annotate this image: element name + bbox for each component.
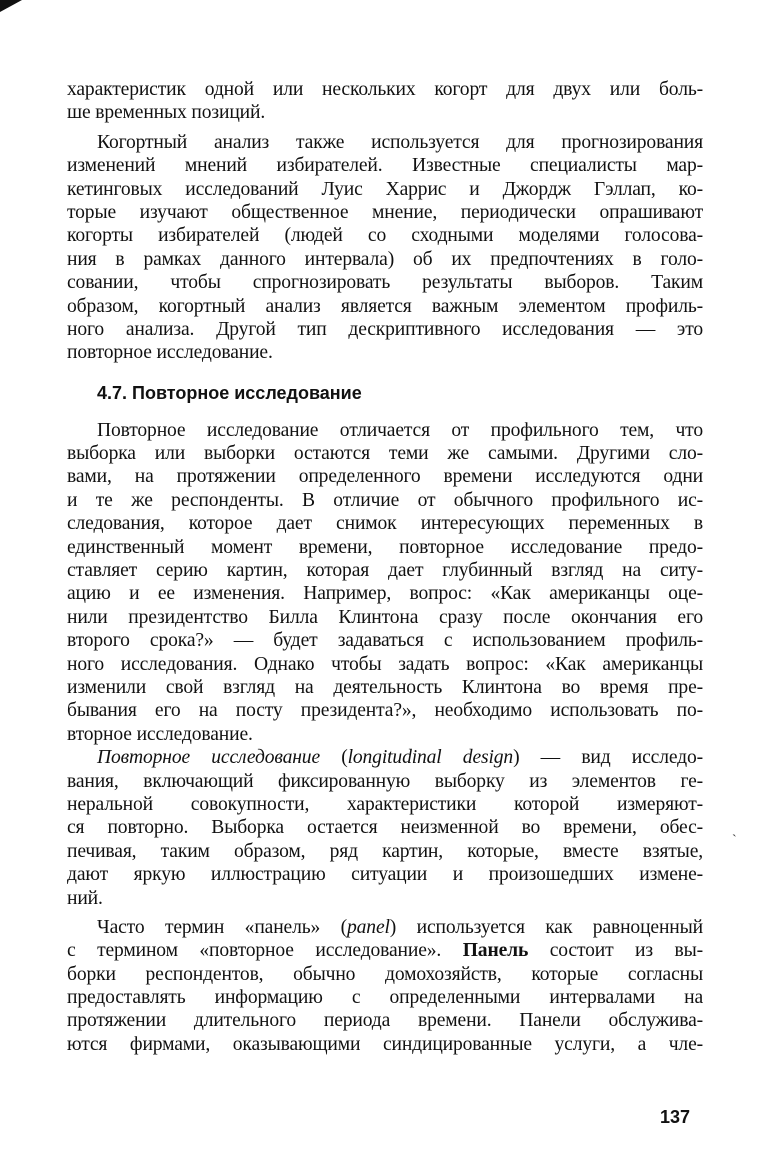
- text-line: ния в рамках данного интервала) об их предпочтениях в голо-: [67, 248, 703, 270]
- text-line: вами, на протяжении определенного времени исследуются одни: [67, 466, 703, 488]
- text-line: борки респондентов, обычно домохозяйств, которые согласны: [67, 963, 703, 985]
- text-span: состоит из вы-: [528, 940, 703, 962]
- text-line: повторное исследование.: [67, 342, 273, 364]
- text-line: вторное исследование.: [67, 723, 253, 745]
- text-line: [67, 746, 703, 769]
- text-line: ний.: [67, 887, 103, 909]
- page-number: 137: [659, 1107, 690, 1127]
- text-line: ся повторно. Выборка остается неизменной во времени, обес-: [67, 817, 703, 839]
- text-line: ются фирмами, оказывающими синдицированные услуги, а чле-: [67, 1033, 703, 1055]
- text-line: Когортный анализ также используется для прогнозирования: [97, 131, 703, 153]
- text-line: характеристик одной или нескольких когорт для двух или боль-: [67, 79, 703, 100]
- text-span: с термином «повторное исследование».: [67, 940, 463, 962]
- text-line: изменили свой взгляд на деятельность Клинтона во время пре-: [67, 676, 703, 698]
- text-line: образом, когортный анализ является важным элементом профиль-: [67, 295, 703, 317]
- paragraph-2: [67, 131, 703, 365]
- term-panel-english: panel: [347, 916, 390, 938]
- text-line: следования, которое дает снимок интересующих переменных в: [67, 513, 703, 535]
- text-line: совании, чтобы спрогнозировать результаты выборов. Таким: [67, 272, 703, 294]
- term-italic: Повторное исследование: [97, 747, 320, 769]
- text-line: Повторное исследование отличается от профильного тем, что: [97, 419, 703, 441]
- text-line: [67, 939, 703, 962]
- text-line: ставляет серию картин, которая дает глубинный взгляд на ситу-: [67, 560, 703, 582]
- text-line: нили президентство Билла Клинтона сразу после окончания его: [67, 606, 703, 628]
- stray-mark: `: [732, 833, 737, 848]
- paragraph-4: [67, 746, 703, 910]
- text-line: изменений мнений избирателей. Известные специалисты мар-: [67, 155, 703, 177]
- section-heading: 4.7. Повторное исследование: [97, 382, 362, 403]
- text-line: предоставлять информацию с определенными интервалами на: [67, 987, 703, 1009]
- text-span: ) используется как равноценный: [389, 916, 703, 938]
- text-line: единственный момент времени, повторное исследование предо-: [67, 536, 703, 558]
- text-line: печивая, таким образом, ряд картин, которые, вместе взятые,: [67, 840, 703, 862]
- text-line: кетинговых исследований Луис Харрис и Джордж Гэллап, ко-: [67, 178, 703, 200]
- text-line: ного исследования. Однако чтобы задать вопрос: «Как американцы: [67, 653, 703, 675]
- text-line: ацию и ее изменения. Например, вопрос: «Как американцы оце-: [67, 583, 703, 605]
- text-line: протяжении длительного периода времени. Панели обслужива-: [67, 1010, 703, 1032]
- text-line: и те же респонденты. В отличие от обычного профильного ис-: [67, 489, 703, 511]
- text-line: когорты избирателей (людей со сходными моделями голосова-: [67, 225, 703, 247]
- text-line: бывания его на посту президента?», необходимо использовать по-: [67, 700, 703, 722]
- term-definition-start: ) — вид исследо-: [513, 747, 703, 769]
- text-span: Часто термин «панель» (: [97, 916, 348, 938]
- page-body: [67, 78, 703, 1056]
- text-line: выборка или выборки остаются теми же самыми. Другими сло-: [67, 443, 703, 465]
- text-line: ного анализа. Другой тип дескриптивного исследования — это: [67, 318, 703, 340]
- text-line: второго срока?» — будет задаваться с использованием профиль-: [67, 630, 703, 652]
- text-line: вания, включающий фиксированную выборку из элементов ге-: [67, 770, 703, 792]
- term-paren: (: [320, 747, 348, 769]
- paragraph-1: [67, 78, 703, 125]
- term-english: longitudinal design: [347, 747, 514, 769]
- term-panel-bold: Панель: [462, 940, 529, 962]
- paragraph-3: [67, 419, 703, 746]
- text-line: [67, 916, 703, 939]
- corner-mark: [0, 0, 22, 12]
- text-line: торые изучают общественное мнение, периодически опрашивают: [67, 201, 703, 223]
- text-line: неральной совокупности, характеристики которой измеряют-: [67, 793, 703, 815]
- paragraph-5: [67, 916, 703, 1056]
- text-line: дают яркую иллюстрацию ситуации и произошедших измене-: [67, 864, 703, 886]
- text-line: ше временных позиций.: [67, 102, 266, 124]
